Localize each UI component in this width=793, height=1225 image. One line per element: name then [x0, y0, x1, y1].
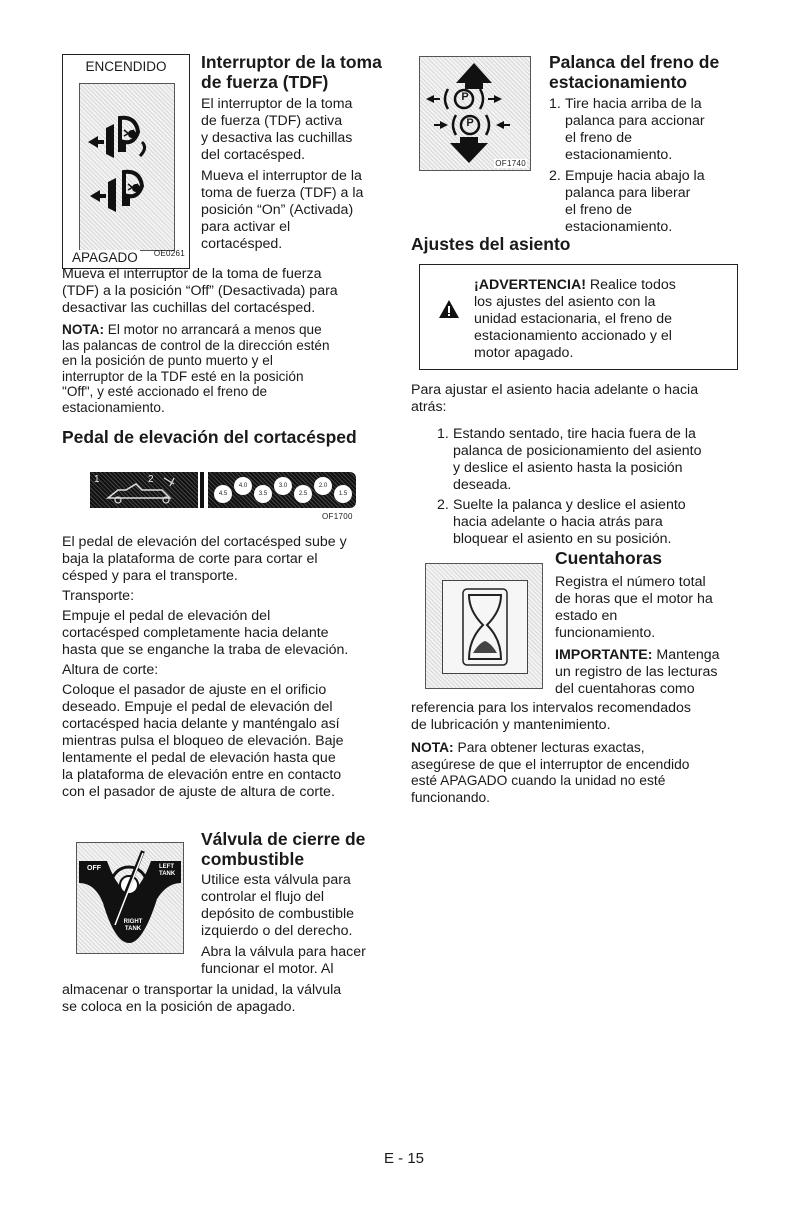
valve-off-label: OFF [87, 865, 101, 872]
warning-text: ¡ADVERTENCIA! Realice todos los ajustes del asiento con la unidad estacionaria, el freno de estacionamiento accionado y el motor apagado. [474, 277, 676, 361]
hourmeter-window [442, 580, 528, 674]
hourmeter-figure [425, 563, 543, 689]
height-dial: 1.5 [334, 485, 352, 503]
valve-right-tank-label: RIGHT TANK [123, 919, 143, 932]
hourmeter-full-text: referencia para los intervalos recomendados de lubricación y mantenimiento. [411, 700, 691, 733]
lift-title: Pedal de elevación del cortacésped [62, 427, 357, 447]
brake-p-symbol: P [466, 117, 474, 129]
important-label: IMPORTANTE: [555, 647, 653, 663]
note-label: NOTA: [411, 740, 454, 755]
note-label: NOTA: [62, 322, 105, 337]
pto-on-label: ENCENDIDO [85, 59, 167, 74]
lift-scale-mark: 1 [94, 474, 100, 485]
page-number: E - 15 [383, 1150, 425, 1167]
pto-switch-figure [62, 54, 190, 269]
pto-switch-panel [79, 83, 175, 251]
brake-title: Palanca del freno de estacionamiento [549, 52, 720, 92]
lift-pedal-figure [90, 472, 358, 510]
parking-brake-icon [420, 57, 530, 170]
seat-title: Ajustes del asiento [411, 234, 571, 254]
list-item: 2. Empuje hacia abajo la palanca para liberar el freno de estacionamiento. [549, 168, 705, 235]
seat-steps [437, 426, 701, 548]
pto-switch-icon [80, 84, 174, 250]
list-item: 1. Estando sentado, tire hacia fuera de la palanca de posicionamiento del asiento y deslice el asiento hasta la posición deseada. [437, 426, 702, 493]
pto-off-label: APAGADO [72, 250, 138, 265]
brake-p-symbol: P [461, 91, 469, 103]
dial-row [214, 477, 352, 503]
hourmeter-note: NOTA: Para obtener lecturas exactas, asegúrese de que el interruptor de encendido esté APAGADO cuando la unidad no esté funcionando. [411, 740, 690, 805]
parking-brake-figure [419, 56, 531, 171]
pto-side-text: El interruptor de la toma de fuerza (TDF) activa y desactiva las cuchillas del cortacésped. Mueva el interruptor de la toma de fuerza (TDF) a la posición “On” (Activada) para activar el cortacésped. [201, 96, 364, 252]
list-item: 1. Tire hacia arriba de la palanca para accionar el freno de estacionamiento. [549, 96, 705, 163]
pto-off-text: Mueva el interruptor de la toma de fuerza (TDF) a la posición “Off” (Desactivada) para desactivar las cuchillas del cortacésped. [62, 266, 338, 316]
seat-warning-box [419, 264, 738, 370]
pto-fig-code: OE0261 [153, 249, 185, 258]
brake-steps [549, 96, 705, 236]
fuel-valve-figure [76, 842, 184, 954]
pto-title: Interruptor de la toma de fuerza (TDF) [201, 52, 382, 92]
fuel-valve-icon [77, 843, 183, 953]
list-item: 2. Suelte la palanca y deslice el asiento hacia adelante o hacia atrás para bloquear el asiento en su posición. [437, 497, 686, 547]
hourmeter-title: Cuentahoras [555, 548, 662, 568]
seat-intro: Para ajustar el asiento hacia adelante o hacia atrás: [411, 382, 699, 415]
warning-triangle-icon [438, 299, 460, 319]
warning-label: ¡ADVERTENCIA! [474, 277, 586, 293]
height-dial: 4.5 [214, 485, 232, 503]
valve-left-tank-label: LEFT TANK [159, 864, 176, 877]
lift-scale-panel [90, 472, 198, 508]
height-dial: 2.5 [294, 485, 312, 503]
lift-fig-code: OF1700 [322, 512, 353, 521]
valve-title: Válvula de cierre de combustible [201, 829, 366, 869]
hourmeter-side-text: Registra el número total de horas que el motor ha estado en funcionamiento. IMPORTANTE: Mantenga un registro de las lecturas del cuentahoras como [555, 574, 720, 697]
pto-note: NOTA: El motor no arrancará a menos que las palancas de control de la dirección estén en la posición de punto muerto y el interruptor de la TDF esté en la posición "Off", y esté accionado el freno de estacionamiento. [62, 322, 330, 415]
brake-fig-code: OF1740 [495, 159, 526, 168]
height-dial: 2.0 [314, 477, 332, 495]
height-dial: 4.0 [234, 477, 252, 495]
valve-full-text: almacenar o transportar la unidad, la válvula se coloca en la posición de apagado. [62, 982, 342, 1015]
lift-text: El pedal de elevación del cortacésped sube y baja la plataforma de corte para cortar el césped y para el transporte. Transporte: Empuje el pedal de elevación del cortacésped completamente hacia delante hasta que se enganche la traba de elevación. Altura de corte: Coloque el pasador de ajuste en el orificio deseado. Empuje el pedal de elevación del cortacésped hacia delante y manténgalo así mientras pulsa el bloqueo de elevación. Baje lentamente el pedal de elevación hasta que la plataforma de elevación entre en contacto con el pasador de ajuste de altura de corte. [62, 534, 349, 800]
lift-scale-mark: 2 [148, 474, 154, 485]
mower-deck-icon [90, 472, 198, 508]
lift-divider [200, 472, 204, 508]
height-dial: 3.5 [254, 485, 272, 503]
lift-dial-panel [208, 472, 356, 508]
valve-side-text: Utilice esta válvula para controlar el flujo del depósito de combustible izquierdo o del derecho. Abra la válvula para hacer funcionar el motor. Al [201, 872, 366, 977]
hourglass-icon [443, 581, 527, 673]
height-dial: 3.0 [274, 477, 292, 495]
